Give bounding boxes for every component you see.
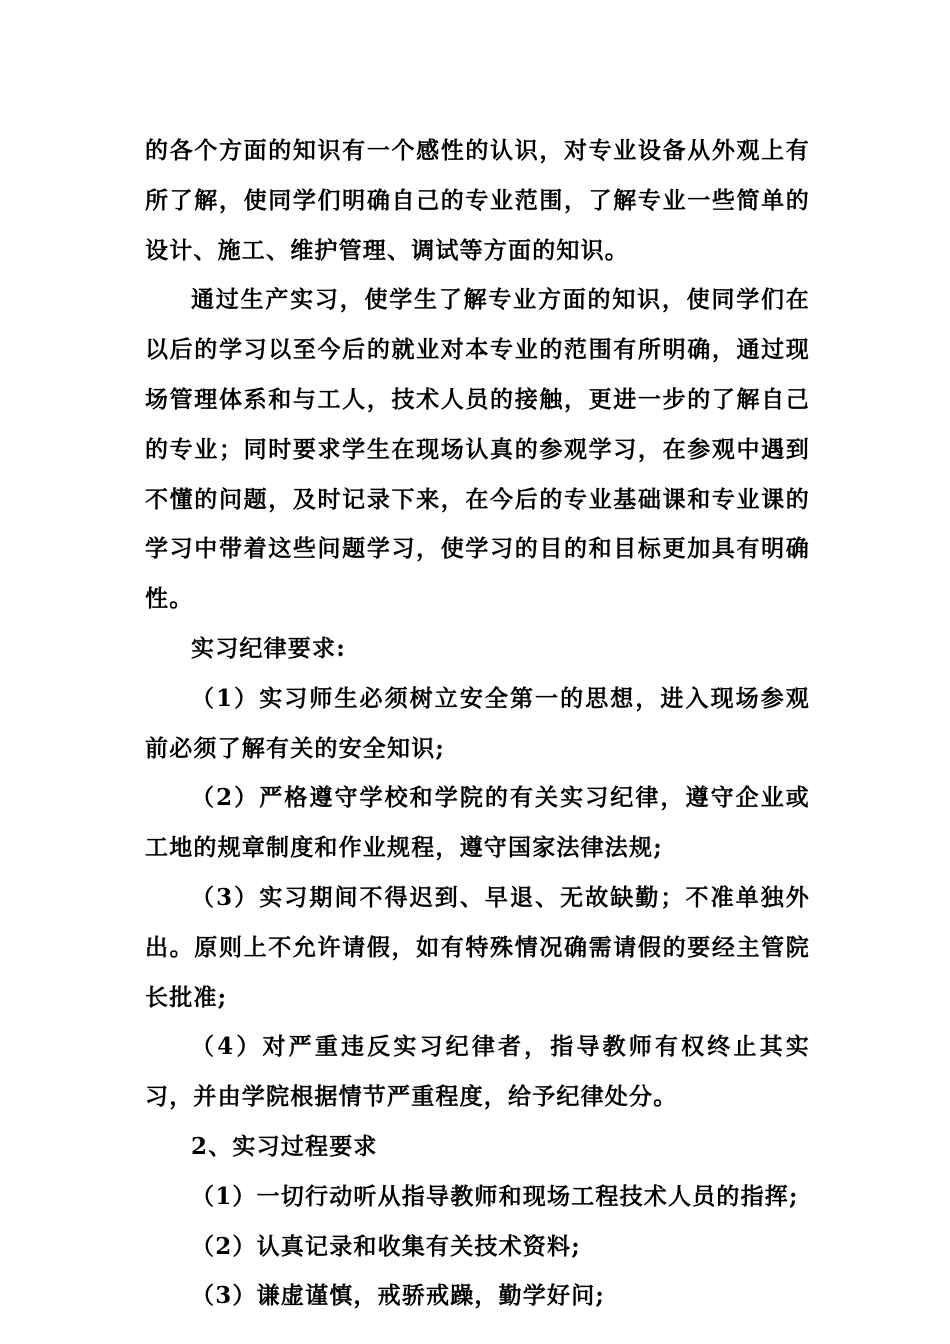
list-item-process-3: （3）谦虚谨慎，戒骄戒躁，勤学好问;	[191, 1282, 606, 1310]
paragraph-continuation: 的各个方面的知识有一个感性的认识，对专业设备从外观上有所了解，使同学们明确自己的专业范围，了解专业一些简单的设计、施工、维护管理、调试等方面的知识。	[145, 137, 810, 264]
heading-discipline-requirements: 实习纪律要求:	[191, 634, 346, 662]
list-item-process-2: （2）认真记录和收集有关技术资料;	[191, 1232, 581, 1260]
list-item-process-1: （1）一切行动听从指导教师和现场工程技术人员的指挥;	[191, 1182, 799, 1210]
heading-process-requirements: 2、实习过程要求	[191, 1132, 378, 1160]
paragraph-production-internship: 通过生产实习，使学生了解专业方面的知识，使同学们在以后的学习以至今后的就业对本专业的范围有所明确，通过现场管理体系和与工人，技术人员的接触，更进一步的了解自己的专业；同时要求学生在现场认真的参观学习，在参观中遇到不懂的问题，及时记录下来，在今后的专业基础课和专业课的学习中带着这些问题学习，使学习的目的和目标更加具有明确性。	[145, 286, 810, 613]
list-item-discipline-2: （2）严格遵守学校和学院的有关实习纪律，遵守企业或工地的规章制度和作业规程，遵守国家法律法规;	[145, 784, 810, 862]
list-item-discipline-4: （4）对严重违反实习纪律者，指导教师有权终止其实习，并由学院根据情节严重程度，给予纪律处分。	[145, 1033, 810, 1111]
list-item-discipline-3: （3）实习期间不得迟到、早退、无故缺勤；不准单独外出。原则上不允许请假，如有特殊情况确需请假的要经主管院长批准;	[145, 883, 810, 1011]
document-body	[145, 126, 810, 1321]
list-item-discipline-1: （1）实习师生必须树立安全第一的思想，进入现场参观前必须了解有关的安全知识;	[145, 684, 810, 762]
